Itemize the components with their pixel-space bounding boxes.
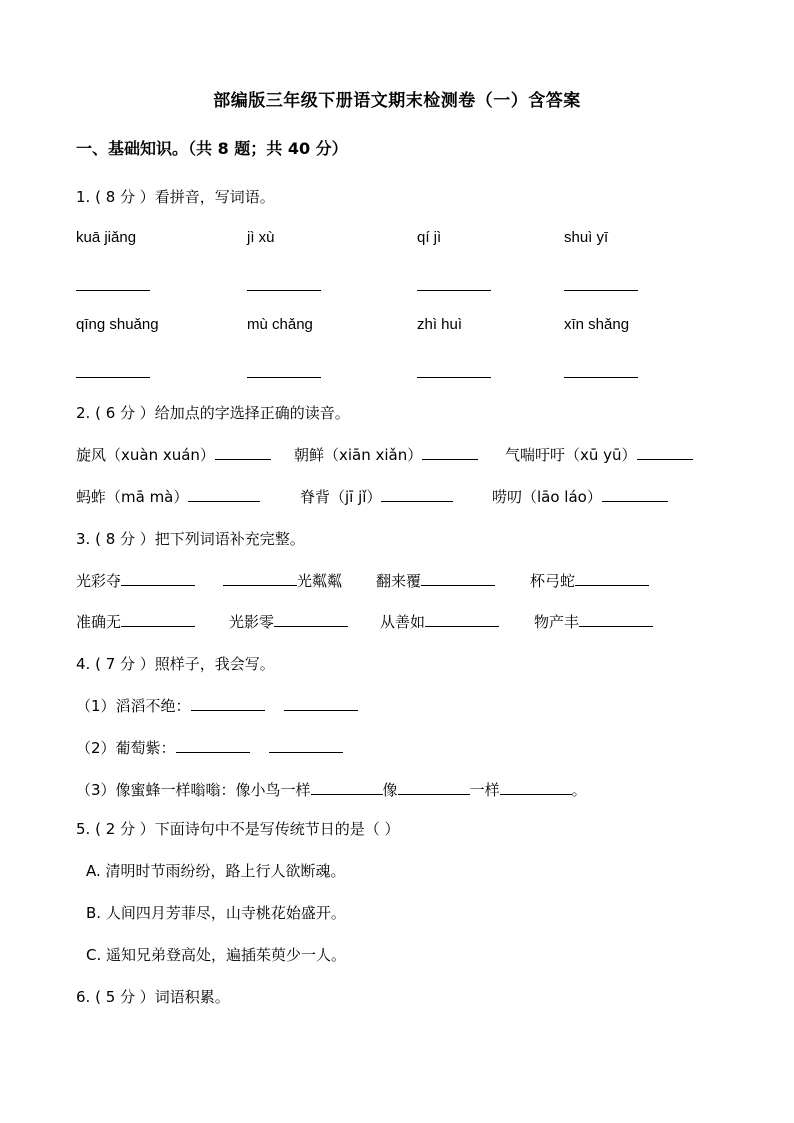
example-text: （3）像蜜蜂一样嗡嗡：像小鸟一样 [76, 781, 311, 799]
option-b[interactable]: B. 人间四月芳菲尽，山寺桃花始盛开。 [86, 904, 346, 922]
answer-blank[interactable] [247, 290, 321, 291]
question-1-heading: 1. ( 8 分 ）看拼音，写词语。 [76, 188, 275, 206]
pinyin-item: qīng shuǎng [76, 316, 159, 333]
reading-choice: 旋风（xuàn xuán） [76, 446, 215, 464]
idiom-item [530, 570, 649, 591]
reading-choice: 唠叨（lāo láo） [492, 488, 602, 506]
reading-choice-row [300, 486, 453, 507]
pinyin-item: jì xù [247, 229, 275, 246]
reading-choice-row [76, 444, 271, 465]
pinyin-item: mù chǎng [247, 316, 313, 333]
example-text: 像 [382, 781, 398, 799]
idiom-text: 翻来覆 [376, 572, 422, 590]
idiom-item [76, 570, 195, 591]
idiom-text: 杯弓蛇 [530, 572, 576, 590]
reading-choice: 蚂蚱（mā mà） [76, 488, 189, 506]
answer-blank[interactable] [421, 571, 495, 586]
idiom-item [376, 570, 495, 591]
answer-blank[interactable] [417, 377, 491, 378]
answer-blank[interactable] [269, 738, 343, 753]
idiom-item [534, 611, 653, 632]
answer-blank[interactable] [425, 612, 499, 627]
question-2-heading: 2. ( 6 分 ）给加点的字选择正确的读音。 [76, 404, 350, 422]
pinyin-item: zhì huì [417, 316, 463, 333]
idiom-item [223, 570, 342, 591]
reading-choice-row [76, 486, 260, 507]
answer-blank[interactable] [284, 696, 358, 711]
question-6-heading: 6. ( 5 分 ）词语积累。 [76, 988, 230, 1006]
answer-blank[interactable] [500, 780, 572, 795]
reading-choice-row [294, 444, 478, 465]
answer-blank[interactable] [215, 445, 271, 460]
answer-blank[interactable] [176, 738, 250, 753]
answer-blank[interactable] [274, 612, 348, 627]
idiom-item [229, 611, 348, 632]
example-text: （2）葡萄紫： [76, 739, 176, 757]
answer-blank[interactable] [223, 571, 297, 586]
idiom-text: 物产丰 [534, 613, 580, 631]
example-text: （1）滔滔不绝： [76, 697, 191, 715]
pinyin-item: xīn shǎng [564, 316, 630, 333]
pinyin-item: kuā jiǎng [76, 229, 137, 246]
answer-blank[interactable] [76, 290, 150, 291]
example-line-3 [76, 779, 587, 800]
option-c[interactable]: C. 遥知兄弟登高处，遍插茱萸少一人。 [86, 946, 347, 964]
answer-blank[interactable] [76, 377, 150, 378]
reading-choice-row [492, 486, 668, 507]
pinyin-item: shuì yī [564, 229, 609, 246]
idiom-text: 准确无 [76, 613, 122, 631]
answer-blank[interactable] [575, 571, 649, 586]
example-text: 一样 [469, 781, 500, 799]
idiom-text: 从善如 [380, 613, 426, 631]
answer-blank[interactable] [564, 290, 638, 291]
question-3-heading: 3. ( 8 分 ）把下列词语补充完整。 [76, 530, 305, 548]
idiom-item [76, 611, 195, 632]
example-line-1 [76, 695, 358, 716]
answer-blank[interactable] [121, 612, 195, 627]
answer-blank[interactable] [422, 445, 478, 460]
question-4-heading: 4. ( 7 分 ）照样子，我会写。 [76, 655, 275, 673]
idiom-item [380, 611, 499, 632]
option-a[interactable]: A. 清明时节雨纷纷，路上行人欲断魂。 [86, 862, 346, 880]
example-line-2 [76, 737, 343, 758]
answer-blank[interactable] [579, 612, 653, 627]
example-text: 。 [571, 781, 587, 799]
answer-blank[interactable] [311, 780, 383, 795]
answer-blank[interactable] [381, 487, 453, 502]
question-5-heading: 5. ( 2 分 ）下面诗句中不是写传统节日的是（ ） [76, 820, 400, 838]
idiom-text: 光粼粼 [297, 572, 343, 590]
reading-choice: 脊背（jī jǐ） [300, 488, 382, 506]
answer-blank[interactable] [398, 780, 470, 795]
idiom-text: 光影零 [229, 613, 275, 631]
idiom-text: 光彩夺 [76, 572, 122, 590]
answer-blank[interactable] [637, 445, 693, 460]
answer-blank[interactable] [564, 377, 638, 378]
pinyin-item: qí jì [417, 229, 442, 246]
answer-blank[interactable] [602, 487, 668, 502]
reading-choice: 气喘吁吁（xū yū） [505, 446, 637, 464]
reading-choice-row [505, 444, 693, 465]
page-title: 部编版三年级下册语文期末检测卷（一）含答案 [213, 91, 581, 111]
section-heading: 一、基础知识。（共 8 题；共 40 分） [76, 139, 348, 158]
answer-blank[interactable] [188, 487, 260, 502]
answer-blank[interactable] [191, 696, 265, 711]
answer-blank[interactable] [121, 571, 195, 586]
answer-blank[interactable] [417, 290, 491, 291]
reading-choice: 朝鲜（xiān xiǎn） [294, 446, 423, 464]
answer-blank[interactable] [247, 377, 321, 378]
